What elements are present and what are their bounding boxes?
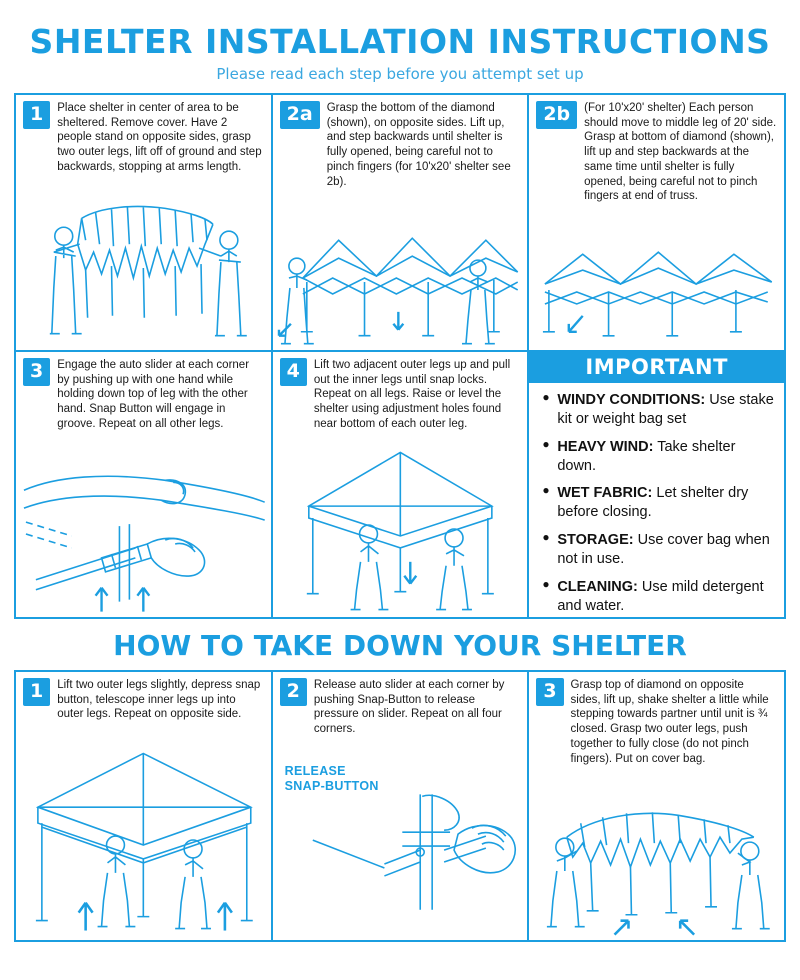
setup-step-2b <box>529 95 786 350</box>
page-subtitle: Please read each step before you attempt set up <box>216 65 584 83</box>
setup-step-2a <box>273 95 530 350</box>
important-item <box>542 531 775 569</box>
important-item <box>542 438 775 476</box>
release-snap-button-callout: RELEASE SNAP-BUTTON <box>284 764 379 793</box>
illustration-two-people-raising-canopy-legs <box>273 442 528 617</box>
step-number-badge: 2 <box>280 678 307 706</box>
illustration-two-people-closing-shelter <box>529 795 784 940</box>
step-header <box>280 101 521 189</box>
illustration-hands-pushing-auto-slider <box>16 462 271 617</box>
takedown-row <box>14 670 786 942</box>
important-keyword: STORAGE: <box>557 532 634 549</box>
step-instruction-text: Release auto slider at each corner by pushing Snap-Button to release pressure on slider. Repeat on all four corners. <box>313 679 505 736</box>
important-text: Let shelter dry before closing. <box>557 485 749 521</box>
illustration-two-people-grasping-diamond-frame <box>273 220 528 350</box>
important-list <box>536 391 777 617</box>
setup-row-1 <box>14 93 786 352</box>
important-keyword: HEAVY WIND: <box>557 438 654 455</box>
step-header <box>280 678 521 737</box>
step-instruction-text: Grasp the bottom of the diamond (shown), on opposite sides. Lift up, and step backwards until shelter is fully opened, being careful not to pinch fingers (for 10'x20' shelter see 2b). <box>326 102 511 188</box>
important-keyword: WET FABRIC: <box>557 485 653 502</box>
step-instruction-text: Engage the auto slider at each corner by pushing up with one hand while holding down top of leg with the other hand. Snap Button will engage in groove. Repeat on all other legs. <box>57 359 250 430</box>
step-header <box>536 678 777 766</box>
illustration-hand-releasing-snap-button <box>273 790 528 940</box>
takedown-step-1 <box>16 672 273 940</box>
important-text: Use cover bag when not in use. <box>557 532 770 567</box>
step-number-badge: 3 <box>23 358 50 386</box>
step-number-badge: 2a <box>280 101 320 129</box>
step-header <box>280 358 521 432</box>
step-number-badge: 3 <box>536 678 563 706</box>
step-instruction-text: Place shelter in center of area to be sheltered. Remove cover. Have 2 people stand on opposite sides, grasp two outer legs, lift off of ground and step backwards, stopping at arms length. <box>57 102 262 173</box>
important-panel <box>529 352 786 617</box>
important-heading: IMPORTANT <box>529 352 784 383</box>
setup-row-2 <box>14 352 786 619</box>
step-header <box>23 358 264 432</box>
important-text: Take shelter down. <box>557 438 736 474</box>
important-keyword: CLEANING: <box>557 578 638 595</box>
step-number-badge: 1 <box>23 678 50 706</box>
takedown-step-2 <box>273 672 530 940</box>
step-number-badge: 2b <box>536 101 577 129</box>
setup-step-3 <box>16 352 273 617</box>
illustration-wide-frame-middle-leg <box>529 240 784 350</box>
page-title: SHELTER INSTALLATION INSTRUCTIONS <box>29 22 771 61</box>
setup-step-4 <box>273 352 530 617</box>
illustration-two-people-opening-folded-shelter <box>16 200 271 350</box>
step-number-badge: 1 <box>23 101 50 129</box>
step-header <box>23 101 264 175</box>
step-instruction-text: Grasp top of diamond on opposite sides, lift up, shake shelter a little while stepping towards partner until unit is ¾ closed. Grasp two outer legs, push together to fully close (do not pinch fingers). Put on cover bag. <box>570 679 769 765</box>
important-item <box>542 391 775 429</box>
setup-step-1 <box>16 95 273 350</box>
takedown-step-3 <box>529 672 786 940</box>
step-instruction-text: Lift two outer legs slightly, depress snap button, telescope inner legs up into outer legs. Repeat on opposite side. <box>57 679 261 721</box>
step-instruction-text: (For 10'x20' shelter) Each person should move to middle leg of 20' side. Grasp at bottom of diamond (shown), lift up and step backwards at the same time until shelter is fully opened, being careful not to pinch fingers at end of truss. <box>584 102 777 203</box>
important-item <box>542 578 775 616</box>
step-header <box>536 101 777 204</box>
step-instruction-text: Lift two adjacent outer legs up and pull out the inner legs until snap locks. Repeat on all legs. Raise or level the shelter using adjustment holes found near bottom of each outer leg. <box>313 359 511 430</box>
illustration-canopy-with-two-people-lowering-legs <box>16 745 271 940</box>
step-number-badge: 4 <box>280 358 307 386</box>
important-keyword: WINDY CONDITIONS: <box>557 392 706 408</box>
takedown-title: HOW TO TAKE DOWN YOUR SHELTER <box>113 629 687 662</box>
important-item <box>542 484 775 522</box>
important-text: Use stake kit or weight bag set <box>557 392 774 427</box>
important-text: Use mild detergent and water. <box>557 578 764 614</box>
step-header <box>23 678 264 722</box>
